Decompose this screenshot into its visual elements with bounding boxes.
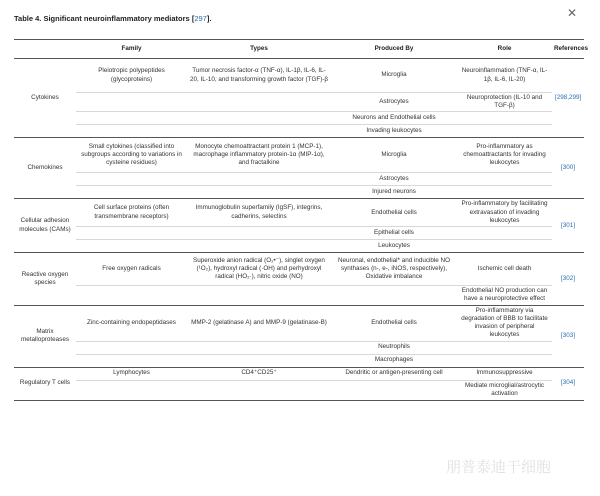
cell-produced-by: Leukocytes xyxy=(331,239,457,252)
cell-family xyxy=(76,226,187,239)
table-row xyxy=(14,341,584,354)
reference-link[interactable]: [301] xyxy=(552,199,584,253)
table-row xyxy=(14,138,584,173)
cell-produced-by: Dendritic or antigen-presenting cell xyxy=(331,367,457,380)
cell-role xyxy=(457,226,552,239)
cell-role xyxy=(457,173,552,186)
cell-produced-by xyxy=(331,380,457,400)
row-category: Matrix metalloproteases xyxy=(14,305,76,367)
cell-produced-by: Injured neurons xyxy=(331,186,457,199)
reference-link[interactable]: [303] xyxy=(552,305,584,367)
reference-link[interactable]: [298,299] xyxy=(552,59,584,138)
watermark: 朋普泰迪干细胞 xyxy=(446,459,552,476)
cell-types: Monocyte chemoattractant protein 1 (MCP-1), macrophage inflammatory protein-1α (MIP-1α), and fractalkine xyxy=(187,138,331,173)
header-family: Family xyxy=(76,40,187,59)
header-types: Types xyxy=(187,40,331,59)
cell-role xyxy=(457,125,552,138)
cell-types: Immunoglobulin superfamily (IgSF), integrins, cadherins, selectins xyxy=(187,199,331,227)
table-row xyxy=(14,112,584,125)
header-role: Role xyxy=(457,40,552,59)
reference-link[interactable]: [304] xyxy=(552,367,584,400)
table-title: Table 4. Significant neuroinflammatory mediators [297]. xyxy=(14,14,212,23)
table-row xyxy=(14,305,584,341)
title-reference-link[interactable]: 297 xyxy=(194,14,207,23)
cell-types: Tumor necrosis factor-α (TNF-α), IL-1β, IL-6, IL-20, IL-10, and transforming growth factor (TGF)-β xyxy=(187,59,331,93)
cell-produced-by: Neutrophils xyxy=(331,341,457,354)
cell-types xyxy=(187,226,331,239)
close-icon[interactable]: ✕ xyxy=(566,6,578,20)
cell-family: Lymphocytes xyxy=(76,367,187,380)
table-row xyxy=(14,59,584,93)
cell-family xyxy=(76,380,187,400)
cell-produced-by xyxy=(331,285,457,305)
header-blank xyxy=(14,40,76,59)
row-category: Cellular adhesion molecules (CAMs) xyxy=(14,199,76,253)
cell-types xyxy=(187,93,331,112)
row-category: Chemokines xyxy=(14,138,76,199)
cell-family: Pleiotropic polypeptides (glycoproteins) xyxy=(76,59,187,93)
cell-types xyxy=(187,285,331,305)
cell-role xyxy=(457,186,552,199)
table-row xyxy=(14,239,584,252)
cell-produced-by: Endothelial cells xyxy=(331,199,457,227)
cell-types: CD4⁺CD25⁺ xyxy=(187,367,331,380)
table-row xyxy=(14,380,584,400)
cell-role: Pro-inflammatory via degradation of BBB to facilitate invasion of peripheral leukocytes xyxy=(457,305,552,341)
table-row xyxy=(14,285,584,305)
cell-family xyxy=(76,93,187,112)
cell-produced-by: Macrophages xyxy=(331,354,457,367)
cell-role: Neuroinflammation (TNF-α, IL-1β, IL-6, IL-20) xyxy=(457,59,552,93)
cell-role xyxy=(457,354,552,367)
cell-types xyxy=(187,380,331,400)
cell-types xyxy=(187,354,331,367)
cell-types: MMP-2 (gelatinase A) and MMP-9 (gelatinase-B) xyxy=(187,305,331,341)
cell-family: Small cytokines (classified into subgroups according to variations in cysteine residues) xyxy=(76,138,187,173)
cell-types xyxy=(187,239,331,252)
cell-role: Pro-inflammatory by facilitating extravasation of invading leukocytes xyxy=(457,199,552,227)
cell-produced-by: Microglia xyxy=(331,138,457,173)
cell-produced-by: Invading leukocytes xyxy=(331,125,457,138)
cell-role xyxy=(457,341,552,354)
cell-produced-by: Neurons and Endothelial cells xyxy=(331,112,457,125)
table-row xyxy=(14,93,584,112)
row-category: Regulatory T cells xyxy=(14,367,76,400)
cell-produced-by: Endothelial cells xyxy=(331,305,457,341)
cell-role: Immunosuppressive xyxy=(457,367,552,380)
cell-family xyxy=(76,341,187,354)
cell-family: Free oxygen radicals xyxy=(76,252,187,285)
cell-types xyxy=(187,186,331,199)
cell-types xyxy=(187,125,331,138)
table-row xyxy=(14,125,584,138)
table-row xyxy=(14,252,584,285)
cell-types xyxy=(187,341,331,354)
cell-family xyxy=(76,125,187,138)
cell-family: Cell surface proteins (often transmembrane receptors) xyxy=(76,199,187,227)
table-row xyxy=(14,226,584,239)
cell-role: Endothelial NO production can have a neuroprotective effect xyxy=(457,285,552,305)
cell-role: Neuroprotection (IL-10 and TGF-β) xyxy=(457,93,552,112)
cell-types: Superoxide anion radical (O₂•⁻), singlet oxygen (¹O₂), hydroxyl radical (·OH) and perhydroxyl radical (HO₂·), nitric oxide (NO) xyxy=(187,252,331,285)
cell-family xyxy=(76,112,187,125)
cell-role: Ischemic cell death xyxy=(457,252,552,285)
cell-role xyxy=(457,112,552,125)
cell-produced-by: Epithelial cells xyxy=(331,226,457,239)
header-produced-by: Produced By xyxy=(331,40,457,59)
cell-role: Mediate microglial/astrocytic activation xyxy=(457,380,552,400)
table-row xyxy=(14,186,584,199)
reference-link[interactable]: [302] xyxy=(552,252,584,305)
cell-produced-by: Neuronal, endothelial* and inducible NO synthases (n-, e-, iNOS, respectively), Oxidative imbalance xyxy=(331,252,457,285)
cell-role: Pro-inflammatory as chemoattractants for invading leukocytes xyxy=(457,138,552,173)
row-category: Reactive oxygen species xyxy=(14,252,76,305)
table-row xyxy=(14,367,584,380)
cell-family: Zinc-containing endopeptidases xyxy=(76,305,187,341)
mediators-table xyxy=(14,39,588,401)
cell-role xyxy=(457,239,552,252)
header-references: References xyxy=(552,40,584,59)
cell-family xyxy=(76,173,187,186)
cell-produced-by: Astrocytes xyxy=(331,93,457,112)
cell-produced-by: Microglia xyxy=(331,59,457,93)
cell-types xyxy=(187,112,331,125)
table-row xyxy=(14,354,584,367)
table-row xyxy=(14,173,584,186)
table-row xyxy=(14,199,584,227)
cell-types xyxy=(187,173,331,186)
cell-family xyxy=(76,239,187,252)
cell-family xyxy=(76,354,187,367)
cell-produced-by: Astrocytes xyxy=(331,173,457,186)
reference-link[interactable]: [300] xyxy=(552,138,584,199)
cell-family xyxy=(76,186,187,199)
cell-family xyxy=(76,285,187,305)
row-category: Cytokines xyxy=(14,59,76,138)
